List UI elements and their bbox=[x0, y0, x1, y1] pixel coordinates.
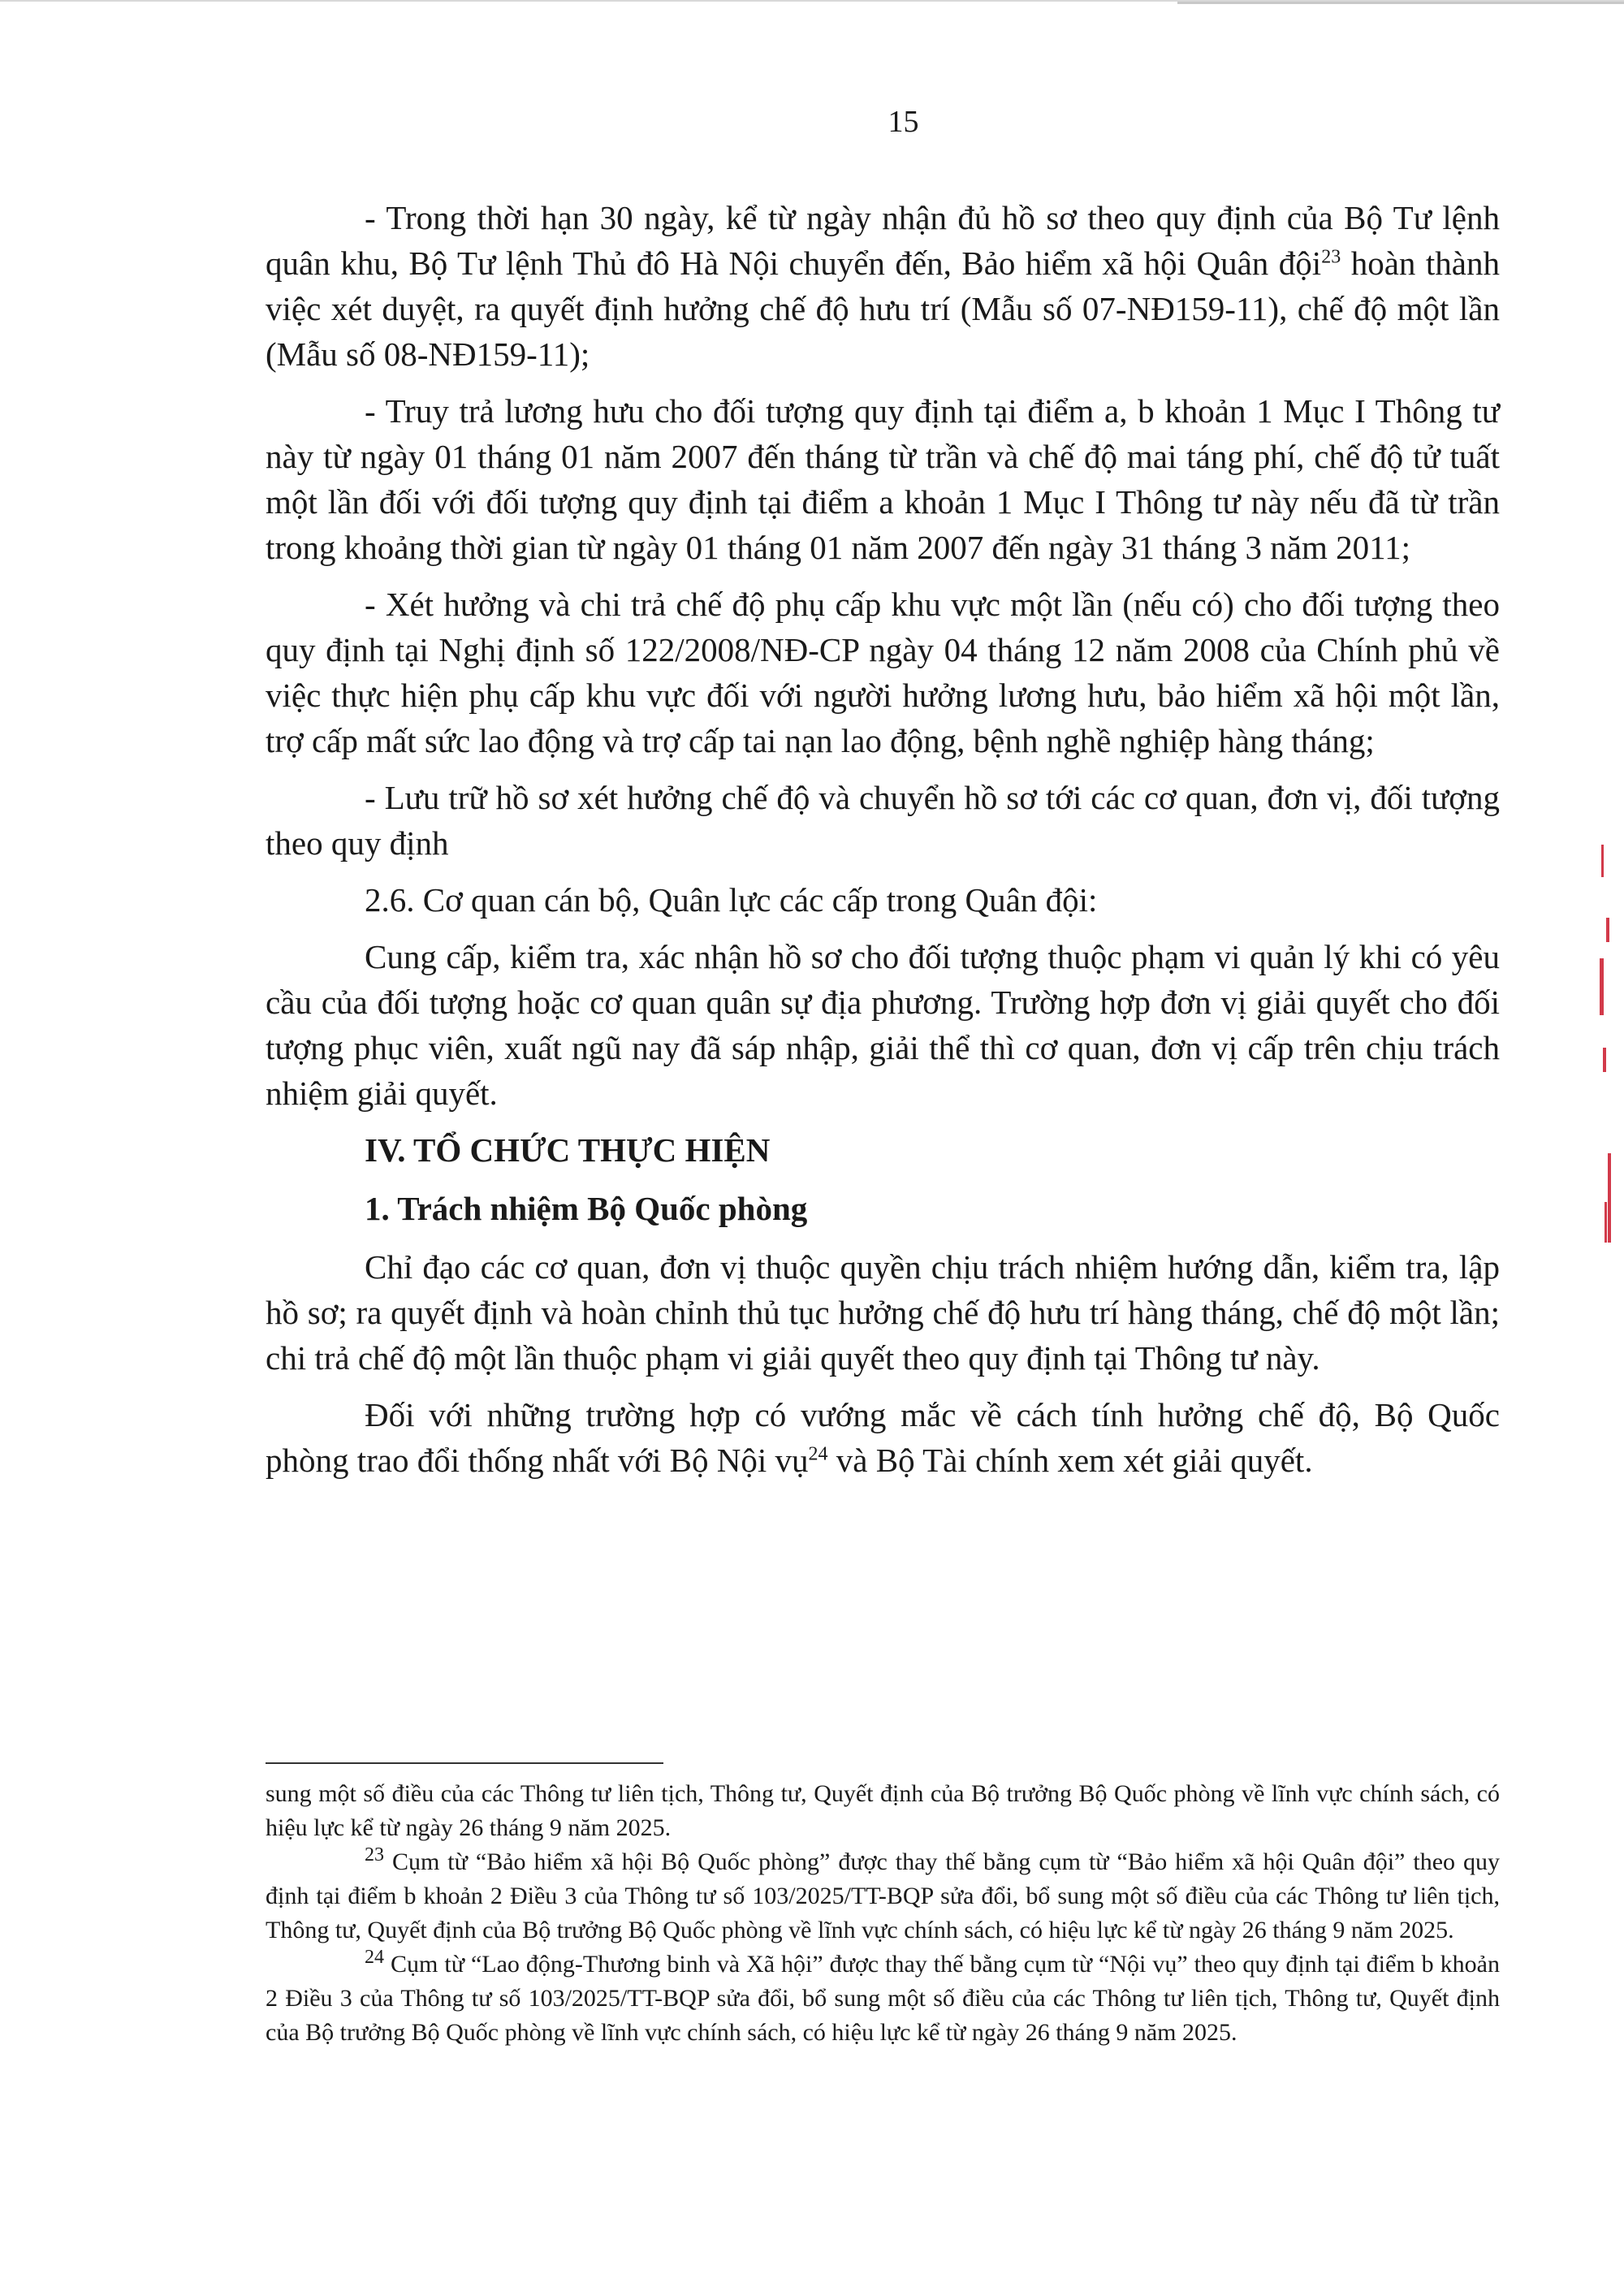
footnote-ref-23[interactable]: 23 bbox=[1321, 246, 1341, 268]
paragraph-regional-allowance: - Xét hưởng và chi trả chế độ phụ cấp khu vực một lần (nếu có) cho đối tượng theo quy định tại Nghị định số 122/2008/NĐ-CP ngày 04 tháng 12 năm 2008 của Chính phủ về việc thực hiện phụ cấp khu vực đối với người hưởng lương hưu, bảo hiểm xã hội một lần, trợ cấp mất sức lao động và trợ cấp tai nạn lao động, bệnh nghề nghiệp hàng tháng; bbox=[266, 586, 1500, 759]
footnote-continuation: sung một số điều của các Thông tư liên tịch, Thông tư, Quyết định của Bộ trưởng Bộ Quốc phòng về lĩnh vực chính sách, có hiệu lực kể từ ngày 26 tháng 9 năm 2025. bbox=[266, 1780, 1500, 1841]
paragraph-record-storage: - Lưu trữ hồ sơ xét hưởng chế độ và chuyển hồ sơ tới các cơ quan, đơn vị, đối tượng theo quy định bbox=[266, 779, 1500, 862]
footnotes bbox=[266, 1777, 1500, 2050]
footnote-23: $^{23}$ Cụm từ “Bảo hiểm xã hội Bộ Quốc phòng” được thay thế bằng cụm từ “Bảo hiểm xã hội Quân đội” theo quy định tại điểm b khoản 2 Điều 3 của Thông tư số 103/2025/TT-BQP sửa đổi, bổ sung một số điều của các Thông tư liên tịch, Thông tư, Quyết định của Bộ trưởng Bộ Quốc phòng về lĩnh vực chính sách, có hiệu lực kể từ ngày 26 tháng 9 năm 2025. bbox=[266, 1844, 1500, 1943]
footnote-24: $^{24}$ Cụm từ “Lao động-Thương binh và Xã hội” được thay thế bằng cụm từ “Nội vụ” theo quy định tại điểm b khoản 2 Điều 3 của Thông tư số 103/2025/TT-BQP sửa đổi, bổ sung một số điều của các Thông tư liên tịch, Thông tư, Quyết định của Bộ trưởng Bộ Quốc phòng về lĩnh vực chính sách, có hiệu lực kể từ ngày 26 tháng 9 năm 2025. bbox=[266, 1947, 1500, 2046]
section-heading: IV. TỔ CHỨC THỰC HIỆN bbox=[365, 1131, 771, 1169]
stamp-edge-mark bbox=[1606, 918, 1609, 942]
document-body bbox=[266, 195, 1500, 1494]
page-number: 15 bbox=[888, 105, 919, 139]
stamp-edge-mark bbox=[1601, 845, 1604, 877]
paragraph-section-2-6: 2.6. Cơ quan cán bộ, Quân lực các cấp trong Quân đội: bbox=[365, 881, 1098, 919]
paragraph-coordination: Đối với những trường hợp có vướng mắc về cách tính hưởng chế độ, Bộ Quốc phòng trao đổi thống nhất với Bộ Nội vụ$^{24}$ và Bộ Tài chính xem xét giải quyết. bbox=[266, 1396, 1500, 1479]
footnote-ref-24[interactable]: 24 bbox=[808, 1443, 828, 1465]
paragraph-record-verification: Cung cấp, kiểm tra, xác nhận hồ sơ cho đối tượng thuộc phạm vi quản lý khi có yêu cầu của đối tượng hoặc cơ quan quân sự địa phương. Trường hợp đơn vị giải quyết cho đối tượng phục viên, xuất ngũ nay đã sáp nhập, giải thể thì cơ quan, đơn vị cấp trên chịu trách nhiệm giải quyết. bbox=[266, 938, 1500, 1112]
scan-top-edge-shadow bbox=[1177, 2, 1624, 4]
paragraph-bhxh-approval: - Trong thời hạn 30 ngày, kể từ ngày nhận đủ hồ sơ theo quy định của Bộ Tư lệnh quân khu, Bộ Tư lệnh Thủ đô Hà Nội chuyển đến, Bảo hiểm xã hội Quân đội$^{23}$ hoàn thành việc xét duyệt, ra quyết định hưởng chế độ hưu trí (Mẫu số 07-NĐ159-11), chế độ một lần (Mẫu số 08-NĐ159-11); bbox=[266, 199, 1500, 373]
subsection-heading: 1. Trách nhiệm Bộ Quốc phòng bbox=[365, 1190, 808, 1227]
stamp-edge-mark bbox=[1603, 1048, 1606, 1072]
stamp-edge-mark bbox=[1608, 1153, 1611, 1243]
stamp-edge-mark bbox=[1605, 1202, 1607, 1243]
paragraph-ministry-direction: Chỉ đạo các cơ quan, đơn vị thuộc quyền chịu trách nhiệm hướng dẫn, kiểm tra, lập hồ sơ; ra quyết định và hoàn chỉnh thủ tục hưởng chế độ hưu trí hàng tháng, chế độ một lần; chi trả chế độ một lần thuộc phạm vi giải quyết theo quy định tại Thông tư này. bbox=[266, 1248, 1500, 1377]
paragraph-pension-arrears: - Truy trả lương hưu cho đối tượng quy định tại điểm a, b khoản 1 Mục I Thông tư này từ ngày 01 tháng 01 năm 2007 đến tháng từ trần và chế độ mai táng phí, chế độ tử tuất một lần đối với đối tượng quy định tại điểm a khoản 1 Mục I Thông tư này nếu đã từ trần trong khoảng thời gian từ ngày 01 tháng 01 năm 2007 đến ngày 31 tháng 3 năm 2011; bbox=[266, 392, 1500, 566]
stamp-edge-mark bbox=[1600, 958, 1604, 1015]
footnote-divider bbox=[266, 1762, 663, 1764]
